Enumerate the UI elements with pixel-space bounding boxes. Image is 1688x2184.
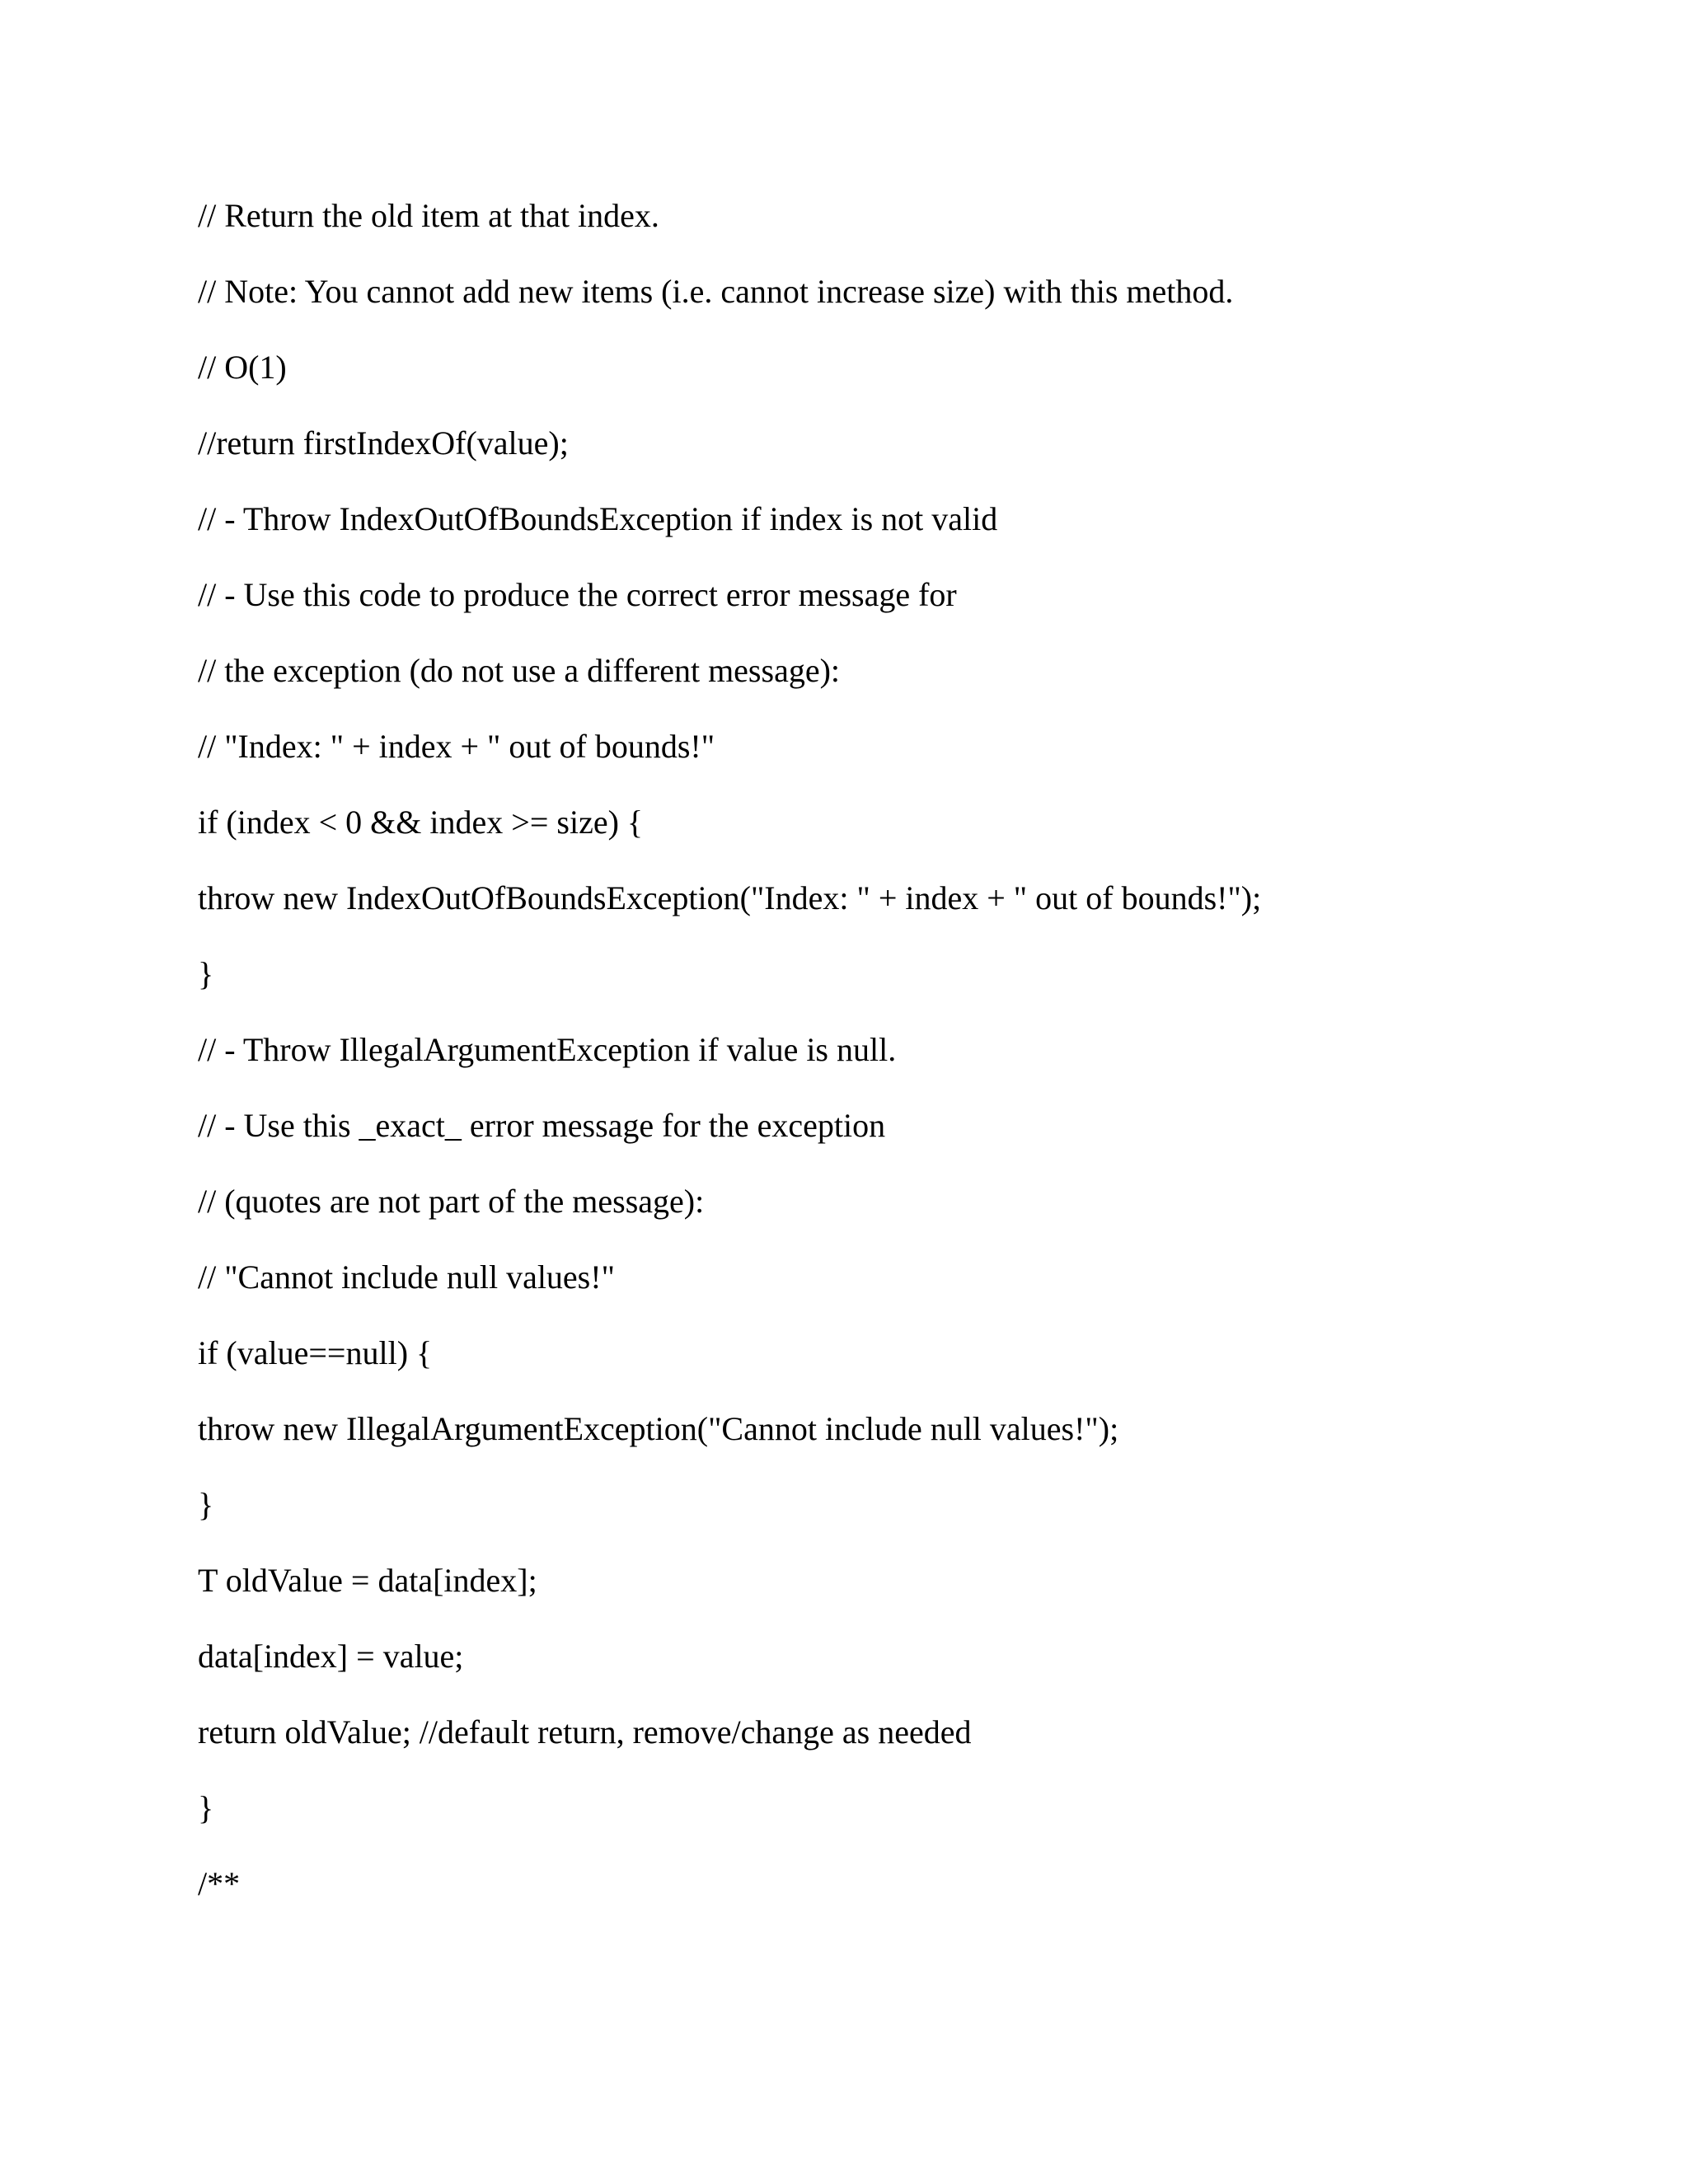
text-line: if (index < 0 && index >= size) { (198, 804, 644, 841)
text-line: T oldValue = data[index]; (198, 1562, 537, 1599)
text-line: } (198, 1486, 214, 1523)
text-line: // "Index: " + index + " out of bounds!" (198, 728, 715, 765)
code-text-block (198, 191, 1648, 1935)
text-line: data[index] = value; (198, 1638, 464, 1675)
text-line: // - Use this code to produce the correct error message for (198, 576, 957, 613)
text-line: // Return the old item at that index. (198, 197, 659, 234)
text-line: } (198, 955, 214, 992)
text-line: // O(1) (198, 349, 287, 386)
text-line: /** (198, 1865, 241, 1902)
text-line: return oldValue; //default return, remove/change as needed (198, 1713, 972, 1750)
text-line: // (quotes are not part of the message): (198, 1183, 705, 1220)
text-line: throw new IndexOutOfBoundsException("Index: " + index + " out of bounds!"); (198, 879, 1262, 916)
text-line: throw new IllegalArgumentException("Cannot include null values!"); (198, 1410, 1119, 1447)
text-line: // - Throw IllegalArgumentException if value is null. (198, 1031, 897, 1068)
text-line: // Note: You cannot add new items (i.e. cannot increase size) with this method. (198, 273, 1234, 310)
text-line: // - Throw IndexOutOfBoundsException if index is not valid (198, 500, 998, 537)
text-line: // "Cannot include null values!" (198, 1258, 615, 1296)
text-line: // the exception (do not use a different message): (198, 652, 841, 689)
text-line: } (198, 1789, 214, 1826)
text-line: if (value==null) { (198, 1334, 433, 1371)
text-line: //return firstIndexOf(value); (198, 424, 569, 462)
text-line: // - Use this _exact_ error message for the exception (198, 1107, 886, 1144)
